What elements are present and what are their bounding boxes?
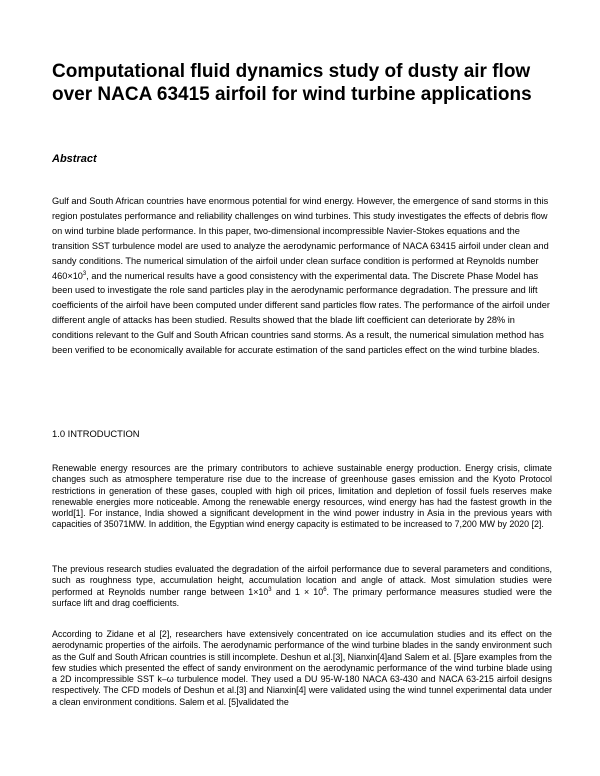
introduction-paragraph: According to Zidane et al [2], researchers have extensively concentrated on ice accumulation studies and its effect on the aerodynamic properties of the airfoils. The aerodynamic performance of the wind turbine blades in the sandy environment such as the Gulf and South African countries is still incomplete. Deshun et al.[3], Nianxin[4]and Salem et al. [5]are examples from the few studies which presented the effect of sandy environment on the aerodynamic performance of the wind turbine blade using a 2D incompressible SST k–ω turbulence model. They used a DU 95-W-180 NACA 63-430 and NACA 63-215 airfoil designs respectively. The CFD models of Deshun et al.[3] and Nianxin[4] were validated using the wind tunnel experimental data under a clean environment conditions. Salem et al. [5]validated the — [52, 629, 552, 707]
paragraph-text-part: The previous research studies evaluated the degradation of the airfoil performance due to several parameters and conditions, such as roughness type, accumulation height, accumulation location and angle of attack. Most simulation studies were performed at Reynolds number range between 1×10 — [52, 564, 552, 597]
paper-title: Computational fluid dynamics study of dusty air flow over NACA 63415 airfoil for wind turbine applications — [52, 61, 532, 105]
abstract-body — [52, 194, 552, 358]
introduction-paragraph: Renewable energy resources are the primary contributors to achieve sustainable energy production. Energy crisis, climate changes such as atmosphere temperature rise due to the increase of greenhouse gases emission and the Kyoto Protocol restrictions in generation of these gases, coupled with high oil prices, limitation and depletion of fossil fuels reserves make renewable energies more noticeable. Among the renewable energy resources, wind energy has had the fastest growth in the world[1]. For instance, India showed a significant development in the wind power industry in Asia in the previous years with capacities of 35071MW. In addition, the Egyptian wind energy capacity is estimated to be increased to 7,200 MW by 2020 [2]. — [52, 463, 552, 530]
paragraph-text-part: and 1 × 10 — [271, 586, 324, 597]
abstract-text-part: Gulf and South African countries have enormous potential for wind energy. However, the emergence of sand storms in this region postulates performance and reliability challenges on wind turbines. This study investigates the effects of debris flow on wind turbine blade performance. In this paper, two-dimensional incompressible Navier-Stokes equations and the transition SST turbulence model are used to analyze the aerodynamic performance of NACA 63415 airfoil under clean and sandy conditions. The numerical simulation of the airfoil under clean surface condition is performed at Reynolds number 460×10 — [52, 196, 549, 281]
abstract-heading: Abstract — [52, 153, 97, 165]
exponent: 6 — [323, 586, 327, 593]
abstract-text-part: , and the numerical results have a good consistency with the experimental data. The Discrete Phase Model has been used to investigate the role sand particles play in the aerodynamic performance degradation. The pressure and lift coefficients of the airfoil have been computed under different sand particles flow rates. The performance of the airfoil under different angle of attacks has been studied. Results showed that the blade lift coefficient can deteriorate by 28% in conditions relevant to the Gulf and South African countries sand storms. As a result, the numerical simulation method has been verified to be economically available for accurate estimation of the sand particles effect on the wind turbine blades. — [52, 270, 550, 356]
introduction-paragraph — [52, 564, 552, 609]
exponent: 3 — [268, 586, 272, 593]
introduction-heading: 1.0 INTRODUCTION — [52, 428, 140, 439]
paragraph-text-part: . The primary performance measures studied were the surface lift and drag coefficients. — [52, 586, 552, 608]
exponent: 3 — [82, 270, 87, 277]
